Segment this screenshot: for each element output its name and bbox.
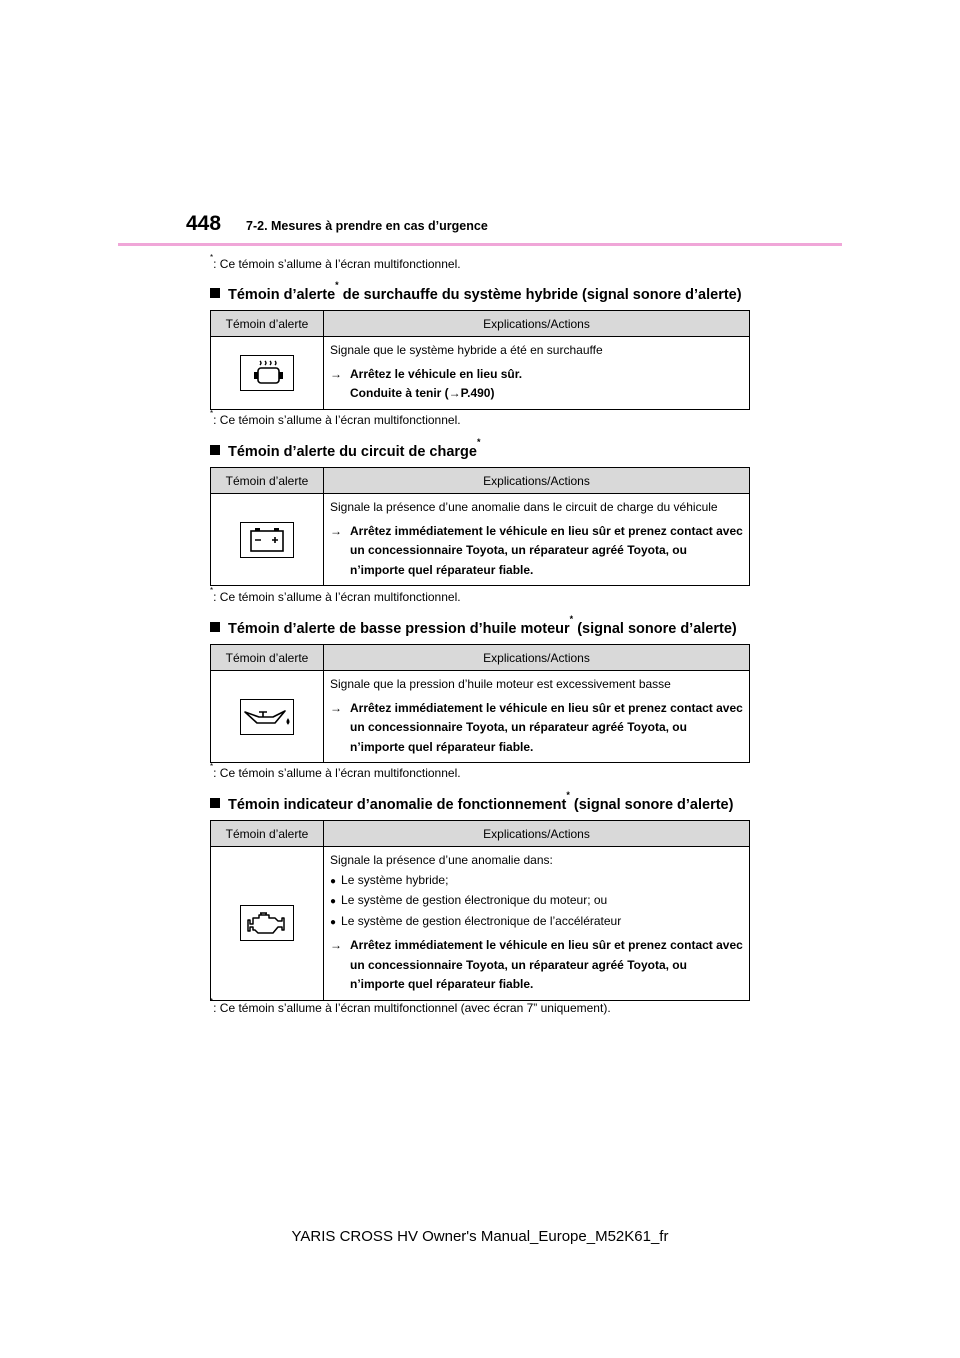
column-header-warning: Témoin d’alerte (211, 821, 324, 847)
column-header-explanations: Explications/Actions (324, 821, 750, 847)
description-malfunction-indicator: Signale la présence d’une anomalie dans: (330, 853, 553, 867)
description-oil-pressure: Signale que la pression d’huile moteur est excessivement basse (330, 677, 671, 691)
heading-charging-circuit: Témoin d’alerte du circuit de charge* (210, 442, 481, 460)
table-oil-pressure (210, 644, 750, 763)
column-header-warning: Témoin d’alerte (211, 468, 324, 494)
list-item: ● Le système de gestion électronique de l’accélérateur (330, 912, 743, 933)
note-malfunction-indicator: *: Ce témoin s’allume à l’écran multifonctionnel (avec écran 7” uniquement). (210, 997, 611, 1015)
list-item: ● Le système hybride; (330, 871, 743, 892)
table-hybrid-overheat (210, 310, 750, 410)
column-header-explanations: Explications/Actions (324, 311, 750, 337)
section-header: 7-2. Mesures à prendre en cas d’urgence (246, 219, 488, 233)
table-charging-circuit (210, 467, 750, 586)
heading-oil-pressure: Témoin d’alerte de basse pression d’huile moteur* (signal sonore d’alerte) (210, 619, 737, 637)
column-header-explanations: Explications/Actions (324, 645, 750, 671)
heading-malfunction-indicator: Témoin indicateur d’anomalie de fonctionnement* (signal sonore d’alerte) (210, 795, 733, 813)
action-hybrid-overheat: → Arrêtez le véhicule en lieu sûr. Conduite à tenir (→P.490) (330, 366, 523, 400)
note-charging-circuit: *: Ce témoin s’allume à l’écran multifonctionnel. (210, 586, 461, 604)
heading-hybrid-overheat: Témoin d’alerte* de surchauffe du système hybride (signal sonore d’alerte) (210, 285, 742, 303)
battery-charge-icon (240, 522, 294, 558)
footer-manual-title: YARIS CROSS HV Owner's Manual_Europe_M52K61_fr (291, 1228, 669, 1245)
note-hybrid-overheat: *: Ce témoin s’allume à l’écran multifonctionnel. (210, 409, 461, 427)
column-header-warning: Témoin d’alerte (211, 311, 324, 337)
page-reference-link[interactable]: P.490) (460, 386, 495, 400)
top-note: *: Ce témoin s’allume à l’écran multifonctionnel. (210, 253, 461, 271)
hybrid-overheat-icon (240, 355, 294, 391)
table-malfunction-indicator (210, 820, 750, 1001)
action-charging-circuit: → Arrêtez immédiatement le véhicule en lieu sûr et prenez contact avec un concessionnaire Toyota, un réparateur agréé Toyota, ou n’importe quel réparateur fiable. (330, 523, 743, 577)
list-item: ● Le système de gestion électronique du moteur; ou (330, 891, 743, 912)
oil-pressure-icon (240, 699, 294, 735)
note-oil-pressure: *: Ce témoin s’allume à l’écran multifonctionnel. (210, 762, 461, 780)
page-number: 448 (186, 212, 222, 235)
column-header-explanations: Explications/Actions (324, 468, 750, 494)
description-hybrid-overheat: Signale que le système hybride a été en surchauffe (330, 343, 603, 357)
action-malfunction-indicator: → Arrêtez immédiatement le véhicule en lieu sûr et prenez contact avec un concessionnaire Toyota, un réparateur agréé Toyota, ou n’importe quel réparateur fiable. (330, 938, 743, 991)
action-oil-pressure: → Arrêtez immédiatement le véhicule en lieu sûr et prenez contact avec un concessionnaire Toyota, un réparateur agréé Toyota, ou n’importe quel réparateur fiable. (330, 700, 743, 754)
check-engine-icon (240, 905, 294, 941)
column-header-warning: Témoin d’alerte (211, 645, 324, 671)
description-charging-circuit: Signale la présence d’une anomalie dans le circuit de charge du véhicule (330, 500, 718, 514)
header-rule (118, 243, 842, 246)
